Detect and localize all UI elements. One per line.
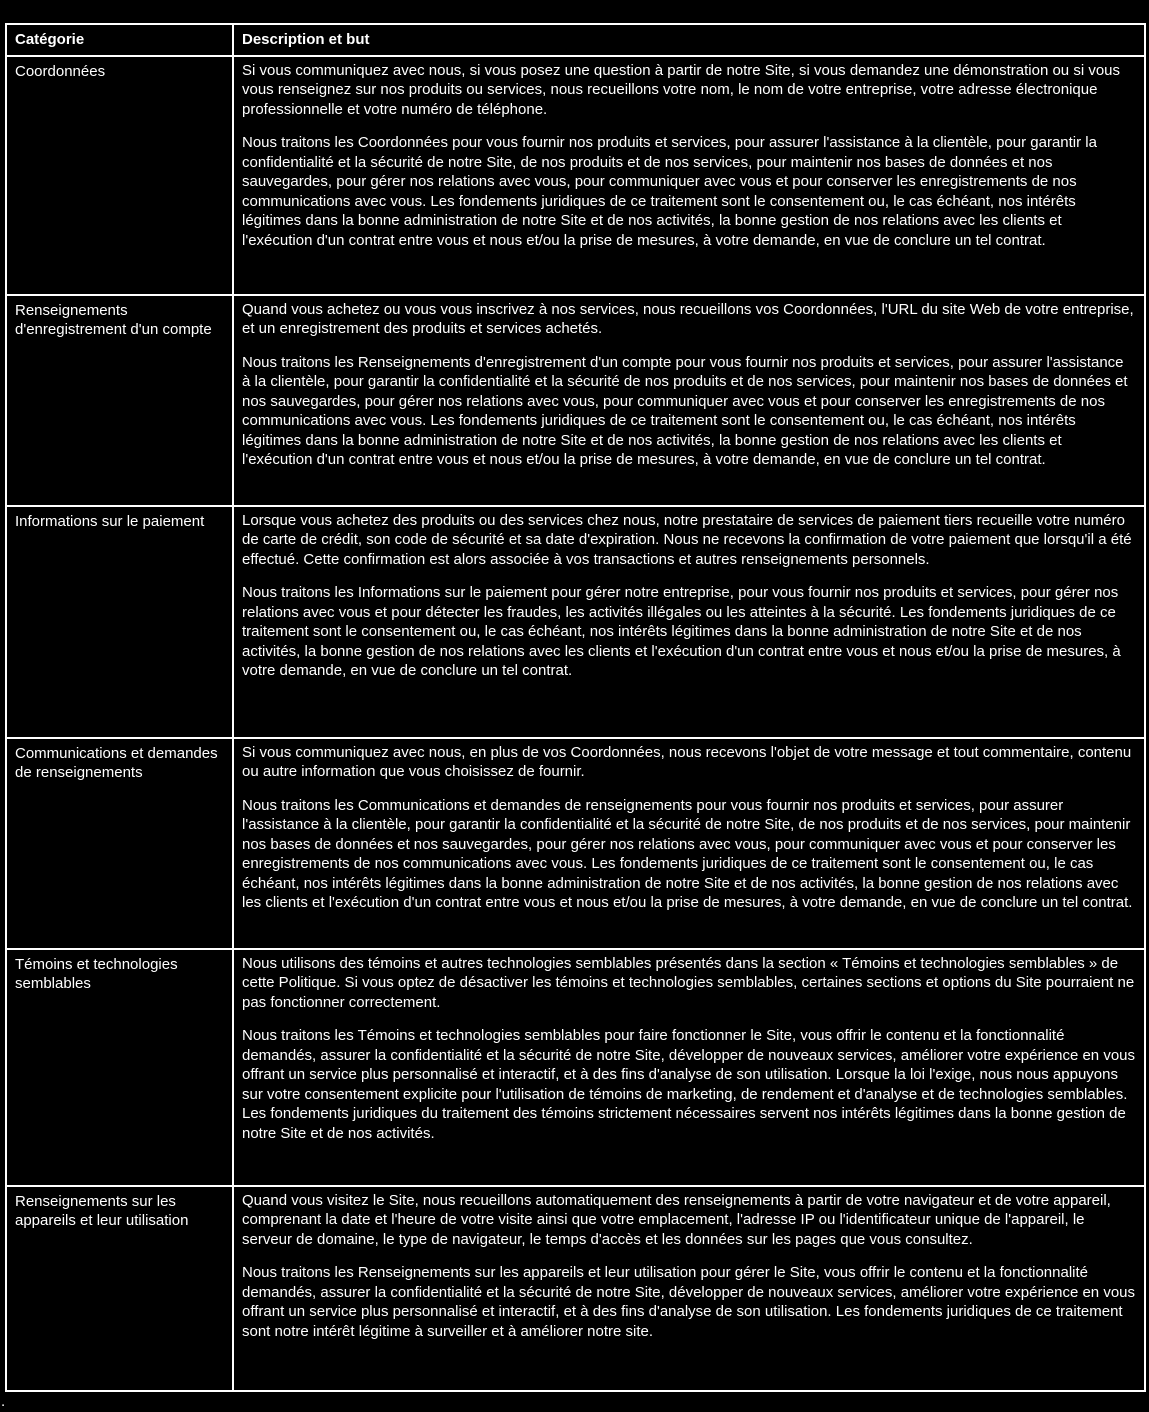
description-paragraph: Nous traitons les Communications et demandes de renseignements pour vous fournir nos produits et services, pour assurer l'assistance à la clientèle, pour garantir la confidentialité et la sécurité de notre Site, de nos produits et de nos services, pour maintenir nos bases de données et nos sauvegardes, pour gérer nos relations avec vous, pour communiquer avec vous et pour conserver les enregistrements de nos communications avec vous. Les fondements juridiques de ce traitement sont le consentement ou, le cas échéant, nos intérêts légitimes dans la bonne administration de notre Site et de nos activités, la bonne gestion de nos relations avec les clients et l'exécution d'un contrat entre vous et nous et/ou la prise de mesures, à votre demande, en vue de conclure un tel contrat. — [242, 796, 1133, 911]
description-paragraph: Si vous communiquez avec nous, si vous posez une question à partir de notre Site, si vous demandez une démonstration ou si vous vous renseignez sur nos produits ou services, nous recueillons votre nom, le nom de votre entreprise, votre adresse électronique professionnelle et votre numéro de téléphone. — [242, 61, 1120, 118]
description-paragraph: Nous traitons les Informations sur le paiement pour gérer notre entreprise, pour vous fournir nos produits et services, pour gérer nos relations avec vous et pour détecter les fraudes, les activités illégales ou les atteintes à la sécurité. Les fondements juridiques de ce traitement sont le consentement ou, le cas échéant, nos intérêts légitimes dans la bonne administration de notre Site et de nos activités, la bonne gestion de nos relations avec les clients et l'exécution d'un contrat entre vous et nous et/ou la prise de mesures, à votre demande, en vue de conclure un tel contrat. — [242, 584, 1121, 679]
description-paragraph: Nous traitons les Renseignements sur les appareils et leur utilisation pour gérer le Site, vous offrir le contenu et la fonctionnalité demandés, assurer la confidentialité et la sécurité de notre Site, développer de nouveaux services, améliorer votre expérience en vous offrant un service plus personnalisé et interactif, et à des fins d'analyse de son utilisation. Les fondements juridiques de ce traitement sont notre intérêt légitime à surveiller et à améliorer notre site. — [242, 1264, 1136, 1340]
description-paragraph: Nous traitons les Témoins et technologies semblables pour faire fonctionner le Site, vous offrir le contenu et la fonctionnalité demandés, assurer la confidentialité et la sécurité de notre Site, développer de nouveaux services, améliorer votre expérience en vous offrant un service plus personnalisé et interactif, et à des fins d'analyse de son utilisation. Lorsque la loi l'exige, nous nous appuyons sur votre consentement explicite pour l'utilisation de témoins de marketing, de rendement et d'analyse et de technologies semblables. Les fondements juridiques du traitement des témoins strictement nécessaires servent nos intérêts légitimes dans la bonne gestion de notre Site et de nos activités. — [242, 1027, 1136, 1142]
table-row — [6, 1186, 1145, 1391]
description-paragraph: Nous utilisons des témoins et autres technologies semblables présentés dans la section « Témoins et technologies semblables » de cette Politique. Si vous optez de désactiver les témoins et technologies semblables, certaines sections et options du Site pourraient ne pas fonctionner correctement. — [242, 954, 1135, 1011]
stray-period: . — [1, 1393, 6, 1410]
table-row — [6, 738, 1145, 949]
description-cell — [233, 949, 1145, 1186]
header-row — [6, 24, 1145, 56]
description-paragraph: Nous traitons les Renseignements d'enregistrement d'un compte pour vous fournir nos produits et services, pour assurer l'assistance à la clientèle, pour garantir la confidentialité et la sécurité de nos produits et de nos services, pour maintenir nos bases de données et nos sauvegardes, pour gérer nos relations avec vous, pour communiquer avec vous et pour conserver les enregistrements de nos communications avec vous. Les fondements juridiques de ce traitement sont le consentement ou, le cas échéant, nos intérêts légitimes dans la bonne administration de notre Site et de nos activités, la bonne gestion de nos relations avec les clients et l'exécution d'un contrat entre vous et nous et/ou la prise de mesures, à votre demande, en vue de conclure un tel contrat. — [242, 353, 1128, 468]
privacy-categories-table — [5, 23, 1146, 1392]
description-paragraph: Quand vous visitez le Site, nous recueillons automatiquement des renseignements à partir de votre navigateur et de votre appareil, comprenant la date et l'heure de votre visite ainsi que votre emplacement, l'adresse IP ou l'identificateur unique de l'appareil, le serveur de domaine, le type de navigateur, le temps d'accès et les données sur les pages que vous consultez. — [242, 1191, 1111, 1248]
table-row — [6, 295, 1145, 506]
category-cell: Témoins et technologies semblables — [6, 949, 233, 1186]
column-header-category: Catégorie — [6, 24, 233, 56]
description-cell — [233, 1186, 1145, 1391]
table-row — [6, 506, 1145, 738]
description-cell — [233, 738, 1145, 949]
table-row — [6, 56, 1145, 295]
category-cell: Coordonnées — [6, 56, 233, 295]
description-paragraph: Nous traitons les Coordonnées pour vous fournir nos produits et services, pour assurer l'assistance à la clientèle, pour garantir la confidentialité et la sécurité de notre Site, de nos produits et de nos services, pour maintenir nos bases de données et nos sauvegardes, pour gérer nos relations avec vous, pour communiquer avec vous et pour conserver les enregistrements de nos communications avec vous. Les fondements juridiques de ce traitement sont le consentement ou, le cas échéant, nos intérêts légitimes dans la bonne administration de notre Site et de nos activités, la bonne gestion de nos relations avec les clients et l'exécution d'un contrat entre vous et nous et/ou la prise de mesures, à votre demande, en vue de conclure un tel contrat. — [242, 134, 1097, 249]
description-cell — [233, 56, 1145, 295]
description-paragraph: Quand vous achetez ou vous vous inscrivez à nos services, nous recueillons vos Coordonnées, l'URL du site Web de votre entreprise, et un enregistrement des produits et services achetés. — [242, 300, 1134, 337]
description-cell — [233, 295, 1145, 506]
category-cell: Informations sur le paiement — [6, 506, 233, 738]
category-cell: Renseignements d'enregistrement d'un compte — [6, 295, 233, 506]
category-cell: Communications et demandes de renseignements — [6, 738, 233, 949]
column-header-description: Description et but — [233, 24, 1145, 56]
table-row — [6, 949, 1145, 1186]
description-paragraph: Lorsque vous achetez des produits ou des services chez nous, notre prestataire de services de paiement tiers recueille votre numéro de carte de crédit, son code de sécurité et sa date d'expiration. Nous ne recevons la confirmation de votre paiement que lorsqu'il a été effectué. Cette confirmation est alors associée à vos transactions et autres renseignements personnels. — [242, 511, 1132, 568]
description-cell — [233, 506, 1145, 738]
category-cell: Renseignements sur les appareils et leur utilisation — [6, 1186, 233, 1391]
description-paragraph: Si vous communiquez avec nous, en plus de vos Coordonnées, nous recevons l'objet de votre message et tout commentaire, contenu ou autre information que vous choisissez de fournir. — [242, 743, 1132, 780]
